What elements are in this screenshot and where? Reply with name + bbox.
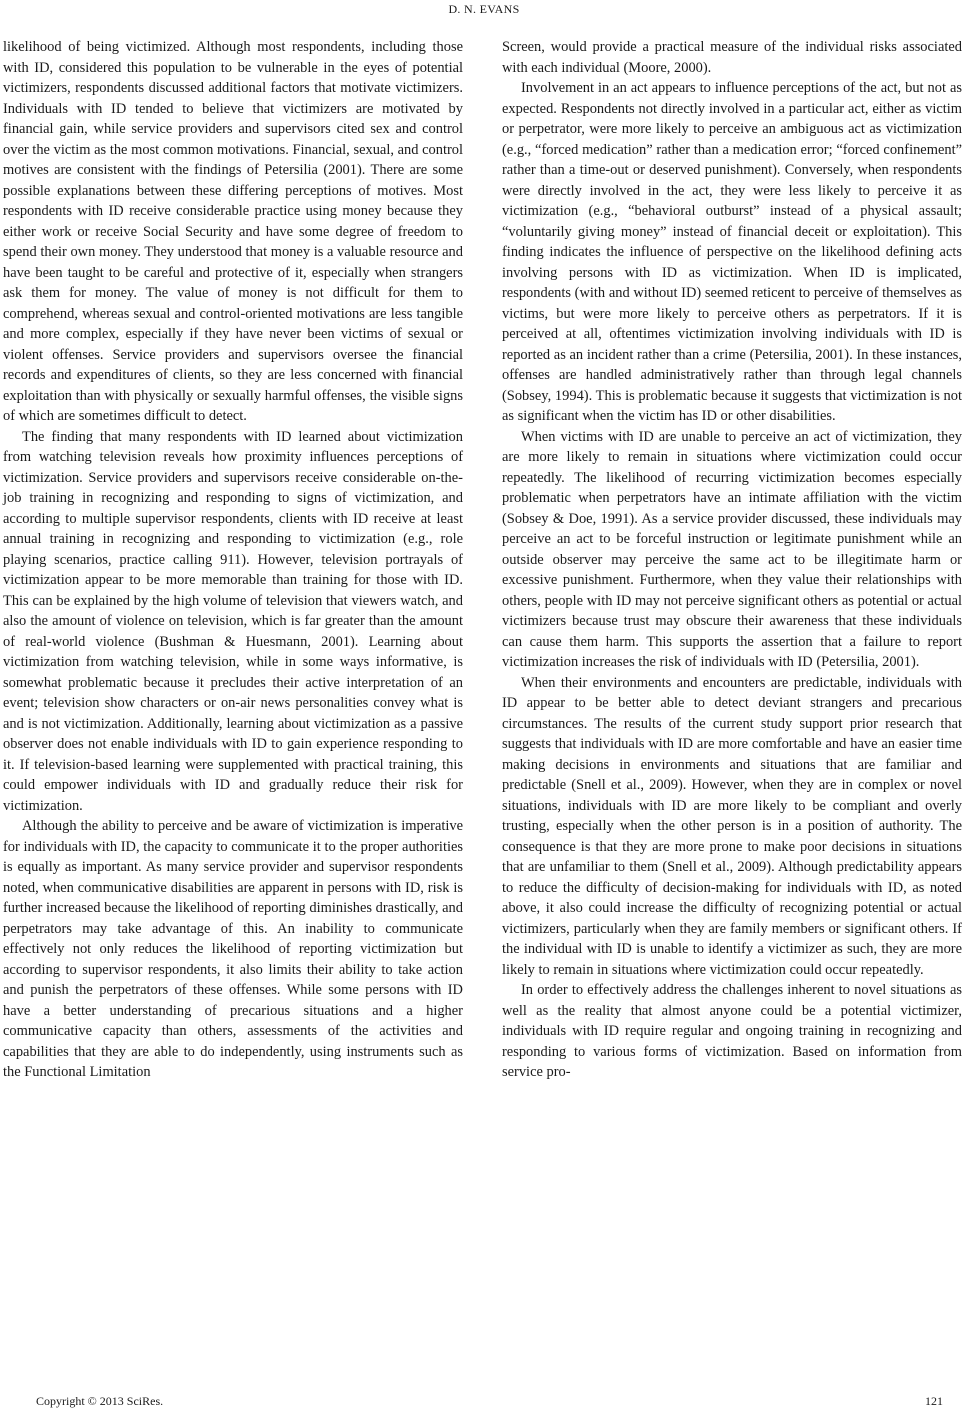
paragraph: When victims with ID are unable to perceive an act of victimization, they are more likely to remain in situations where victimization could occur repeatedly. The likelihood of recurring victimization becomes especially problematic when perpetrators have an intimate affiliation with the victim (Sobsey & Doe, 1991). As a service provider discussed, these individuals may perceive an act to be forceful instruction or legitimate punishment while an outside observer may perceive the same act to be illegitimate harm or excessive punishment. Furthermore, when they value their relationships with others, people with ID may not perceive significant others as potential or actual victimizers because trust may obscure their awareness that these individuals can cause them harm. This supports the assertion that a failure to report victimization increases the risk of individuals with ID (Petersilia, 2001). [502, 428, 962, 670]
paragraph: When their environments and encounters are predictable, individuals with ID appear to be better able to detect deviant strangers and precarious circumstances. The results of the current study support prior research that suggests that individuals with ID are more comfortable and have an easier time making decisions in environments and situations that are familiar and predictable (Snell et al., 2009). However, when they are in complex or novel situations, individuals with ID are more likely to be compliant and overly trusting, especially when the other person is in a position of authority. The consequence is that they are more prone to make poor decisions in situations that are unfamiliar to them (Snell et al., 2009). Although predictability appears to reduce the difficulty of decision-making for individuals with ID, as noted above, it also could increase the difficulty of recognizing potential or actual victimizers, particularly when they are family members or significant others. If the individual with ID is unable to identify a victimizer as such, they are more likely to remain in situations where victimization could occur repeatedly. [502, 674, 962, 978]
paragraph: In order to effectively address the challenges inherent to novel situations as well as the reality that almost anyone could be a potential victimizer, individuals with ID require regular and ongoing training in recognizing and responding to various forms of victimization. Based on information from service pro- [502, 982, 962, 1080]
page-number: 121 [925, 1394, 943, 1408]
paragraph: Although the ability to perceive and be aware of victimization is imperative for individuals with ID, the capacity to communicate it to the proper authorities is equally as important. As many service provider and supervisor respondents noted, when communicative disabilities are apparent in persons with ID, risk is further increased because the likelihood of reporting diminishes drastically, and perpetrators may take advantage of this. An inability to communicate effectively not only reduces the likelihood of reporting victimization but according to supervisor respondents, it also limits their ability to take action and punish the perpetrators of these offenses. While some persons with ID have a better understanding of precarious situations and a higher communicative capacity than others, assessments of the activities and capabilities that they are able to do independently, using instruments such as the Functional Limitation [3, 818, 463, 1080]
paragraph: Screen, would provide a practical measure of the individual risks associated with each individual (Moore, 2000). [502, 39, 962, 76]
paragraph: likelihood of being victimized. Although most respondents, including those with ID, considered this population to be vulnerable in the eyes of potential victimizers, respondents discussed additional factors that motivate victimizers. Individuals with ID tended to believe that victimizers are motivated by financial gain, while service providers and supervisors cited sex and control over the victim as the most common motivations. Financial, sexual, and control motives are consistent with the findings of Petersilia (2001). There are some possible explanations between these differing perceptions of motives. Most respondents with ID receive considerable practice using money because they either work or receive Social Security and have some degree of freedom to spend their own money. They understood that money is a valuable resource and have been taught to be careful and protective of it, especially when strangers ask them for money. The value of money is not difficult for them to comprehend, whereas sexual and control-oriented motivations are less tangible and more complex, especially if they have never been victims of sexual or violent offenses. Service providers and supervisors oversee the financial records and expenditures of clients, so they are less concerned with financial exploitation than with physically or sexually harmful offenses, the visible signs of which are sometimes difficult to detect. [3, 39, 463, 424]
text-column-left [3, 37, 463, 1083]
running-head: D. N. EVANS [448, 2, 520, 16]
paragraph: Involvement in an act appears to influence perceptions of the act, but not as expected. Respondents not directly involved in a particular act, either as victim or perpetrator, were more likely to perceive an ambiguous act as victimization (e.g., “forced medication” rather than a medication error; “forced confinement” rather than a time-out or deserved punishment). Conversely, when respondents were directly involved in the act, they were less likely to perceive it as victimization (e.g., “behavioral outburst” instead of a physical assault; “voluntarily giving money” instead of financial deceit or exploitation). This finding indicates the influence of perspective on the likelihood defining acts involving persons with ID as victimization. When ID is implicated, respondents (with and without ID) seemed reticent to perceive of themselves as victims, but were more likely to perceive others as perpetrators. If it is perceived at all, oftentimes victimization involving individuals with ID is reported as an incident rather than a crime (Petersilia, 2001). In these instances, offenses are handled administratively rather than through legal channels (Sobsey, 1994). This is problematic because it suggests that victimization is not as significant when the victim has ID or other disabilities. [502, 80, 962, 424]
text-column-right [502, 37, 962, 1083]
copyright-notice: Copyright © 2013 SciRes. [36, 1394, 164, 1408]
paragraph: The finding that many respondents with ID learned about victimization from watching television reveals how proximity influences perceptions of victimization. Service providers and supervisors receive considerable on-the-job training in recognizing and responding to signs of victimization, and according to multiple supervisor respondents, clients with ID receive at least annual training in recognizing and responding to victimization (e.g., role playing scenarios, practice calling 911). However, television portrayals of victimization appear to be more memorable than training for those with ID. This can be explained by the high volume of television that viewers watch, and also the amount of violence on television, which is far greater than the amount of real-world violence (Bushman & Huesmann, 2001). Learning about victimization from watching television, while in some ways informative, is somewhat problematic because it precludes their active interpretation of an event; television show characters or on-air news personalities convey what is and is not victimization. Additionally, learning about victimization as a passive observer does not enable individuals with ID to gain experience responding to it. If television-based learning were supplemented with practical training, this could empower individuals with ID and gradually reduce their risk for victimization. [3, 428, 463, 814]
